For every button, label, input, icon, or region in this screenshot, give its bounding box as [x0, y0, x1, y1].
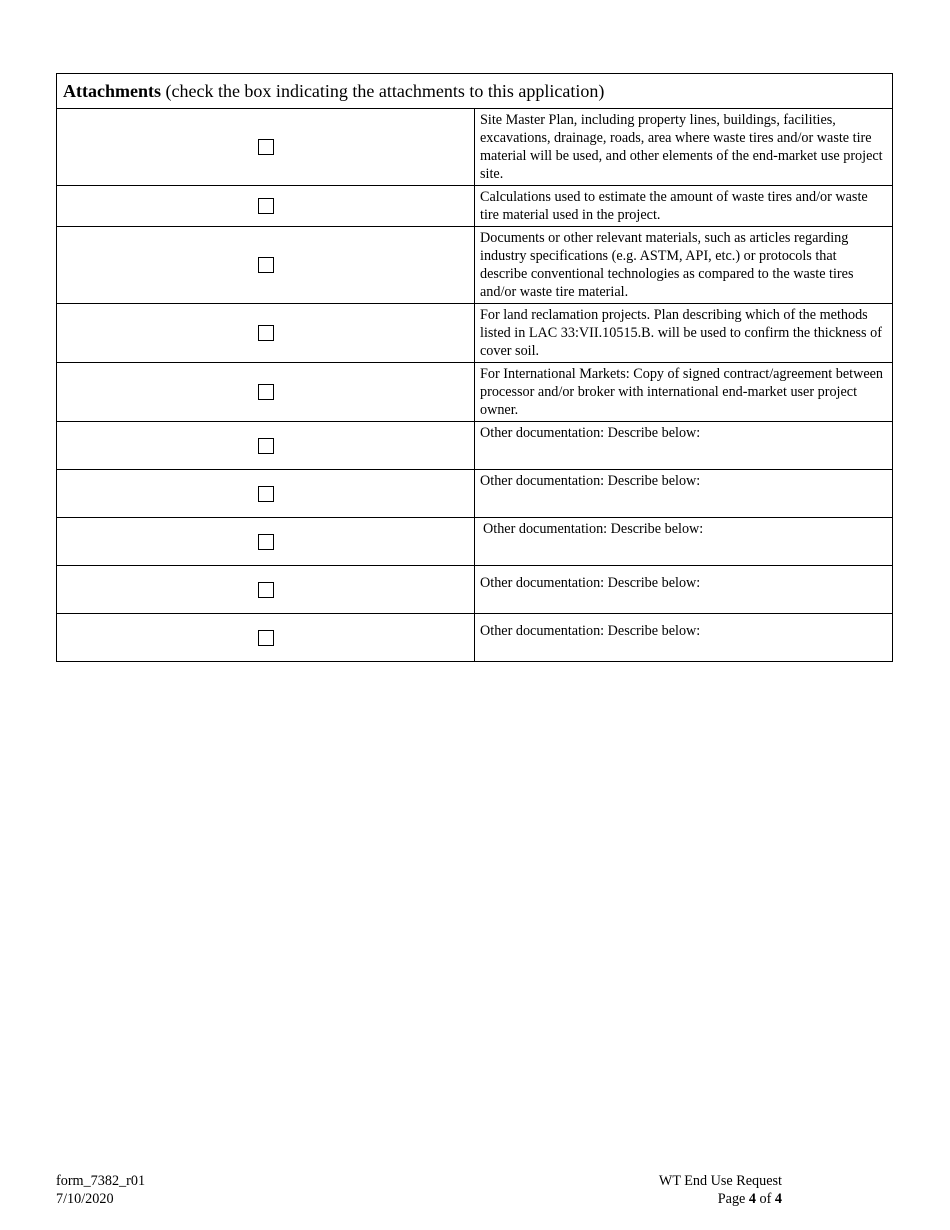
attachments-title: Attachments	[63, 81, 161, 101]
checkbox-land-reclamation[interactable]	[258, 325, 274, 341]
attachment-desc-international-markets: For International Markets: Copy of signed contract/agreement between processor and/or broker with international end-market user project owner.	[475, 363, 893, 422]
attachment-desc-other-1[interactable]: Other documentation: Describe below:	[475, 422, 893, 470]
checkbox-other-5[interactable]	[258, 630, 274, 646]
footer-left	[56, 1172, 145, 1208]
attachment-desc-site-master-plan: Site Master Plan, including property lines, buildings, facilities, excavations, drainage, roads, area where waste tires and/or waste tire material will be used, and other elements of the end-market use project site.	[475, 109, 893, 186]
attachment-desc-other-3[interactable]: Other documentation: Describe below:	[475, 518, 893, 566]
attachment-desc-documents: Documents or other relevant materials, such as articles regarding industry specifications (e.g. ASTM, API, etc.) or protocols that describe conventional technologies as compared to the waste tires and/or waste tire material.	[475, 227, 893, 304]
attachment-desc-other-2[interactable]: Other documentation: Describe below:	[475, 470, 893, 518]
attachment-desc-land-reclamation: For land reclamation projects. Plan describing which of the methods listed in LAC 33:VII.10515.B. will be used to confirm the thickness of cover soil.	[475, 304, 893, 363]
attachment-desc-other-4[interactable]: Other documentation: Describe below:	[475, 566, 893, 614]
attachments-instruction: (check the box indicating the attachments to this application)	[160, 81, 605, 101]
page-current: 4	[748, 1191, 756, 1207]
attachment-row-other-5	[57, 614, 893, 662]
checkbox-calculations[interactable]	[258, 198, 274, 214]
attachments-header	[57, 74, 893, 109]
page-number: Page 4 of 4	[717, 1191, 782, 1207]
attachment-row-international-markets	[57, 363, 893, 422]
checkbox-site-master-plan[interactable]	[258, 139, 274, 155]
checkbox-documents[interactable]	[258, 257, 274, 273]
attachment-desc-calculations: Calculations used to estimate the amount of waste tires and/or waste tire material used in the project.	[475, 186, 893, 227]
checkbox-other-4[interactable]	[258, 582, 274, 598]
doc-title: WT End Use Request	[658, 1173, 782, 1189]
attachment-row-other-4	[57, 566, 893, 614]
page-total: 4	[774, 1191, 782, 1207]
attachment-desc-other-5[interactable]: Other documentation: Describe below:	[475, 614, 893, 662]
attachment-row-calculations	[57, 186, 893, 227]
footer-right	[659, 1172, 782, 1208]
checkbox-international-markets[interactable]	[258, 384, 274, 400]
checkbox-other-2[interactable]	[258, 486, 274, 502]
checkbox-other-3[interactable]	[258, 534, 274, 550]
attachment-row-site-master-plan	[57, 109, 893, 186]
attachments-header-row	[57, 74, 893, 109]
attachment-row-other-1	[57, 422, 893, 470]
attachment-row-land-reclamation	[57, 304, 893, 363]
attachment-row-other-2	[57, 470, 893, 518]
attachment-row-documents	[57, 227, 893, 304]
checkbox-other-1[interactable]	[258, 438, 274, 454]
attachment-row-other-3	[57, 518, 893, 566]
attachments-table	[56, 73, 893, 662]
form-date: 7/10/2020	[56, 1191, 114, 1207]
form-id: form_7382_r01	[56, 1173, 146, 1189]
